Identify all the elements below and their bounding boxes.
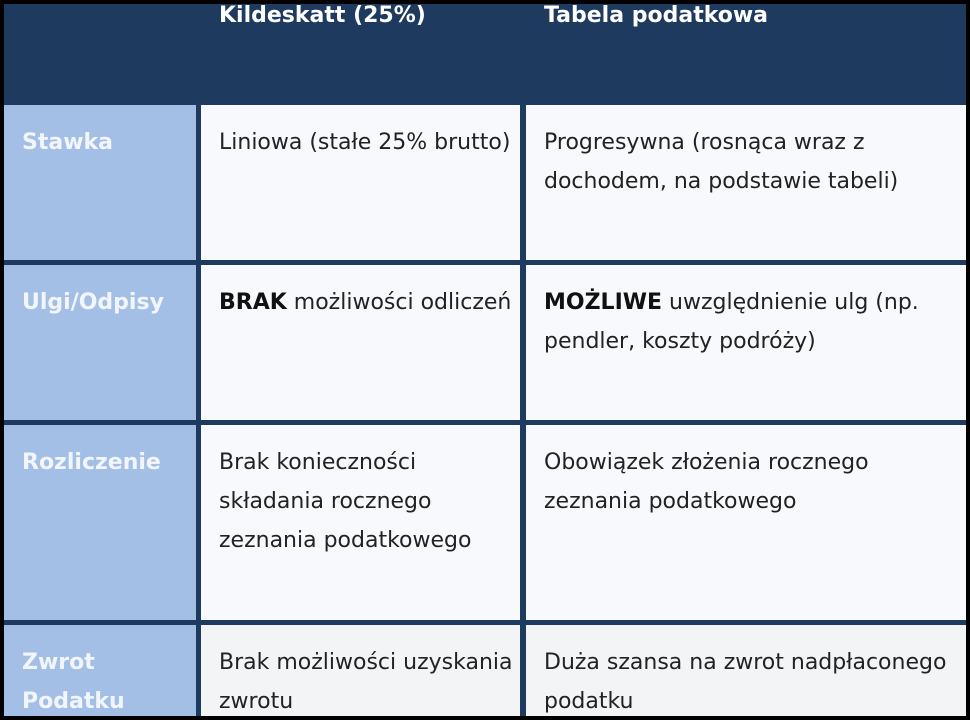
cell-rozliczenie-tabela [526, 425, 966, 620]
cell-text: Liniowa (stałe 25% brutto) [219, 130, 511, 155]
cell-text: Duża szansa na zwrot nadpłaconego podatku [544, 650, 947, 714]
cell-zwrot-tabela [526, 625, 966, 716]
cell-text: uwzględnienie ulg (np. pendler, koszty podróży) [544, 290, 919, 354]
cell-ulgi-kildeskatt [201, 265, 520, 420]
row-label-stawka: Stawka [4, 105, 196, 260]
cell-text: Progresywna (rosnąca wraz z dochodem, na podstawie tabeli) [544, 130, 899, 194]
cell-ulgi-tabela [526, 265, 966, 420]
bold-prefix: MOŻLIWE [544, 290, 663, 315]
row-label-zwrot: Zwrot Podatku [4, 625, 196, 716]
column-header-tabela: Tabela podatkowa [544, 4, 769, 28]
cell-text: Brak możliwości uzyskania zwrotu [219, 650, 513, 714]
bold-prefix: BRAK [219, 290, 287, 315]
cell-stawka-tabela [526, 105, 966, 260]
row-label-rozliczenie: Rozliczenie [4, 425, 196, 620]
cell-text: Brak konieczności składania rocznego zeznania podatkowego [219, 450, 472, 553]
cell-rozliczenie-kildeskatt [201, 425, 520, 620]
cell-text: Obowiązek złożenia rocznego zeznania podatkowego [544, 450, 869, 514]
cell-text: możliwości odliczeń [286, 290, 512, 315]
cell-stawka-kildeskatt [201, 105, 520, 260]
comparison-table [4, 4, 966, 716]
cell-zwrot-kildeskatt [201, 625, 520, 716]
column-header-kildeskatt: Kildeskatt (25%) [219, 4, 426, 28]
row-label-ulgi: Ulgi/Odpisy [4, 265, 196, 420]
